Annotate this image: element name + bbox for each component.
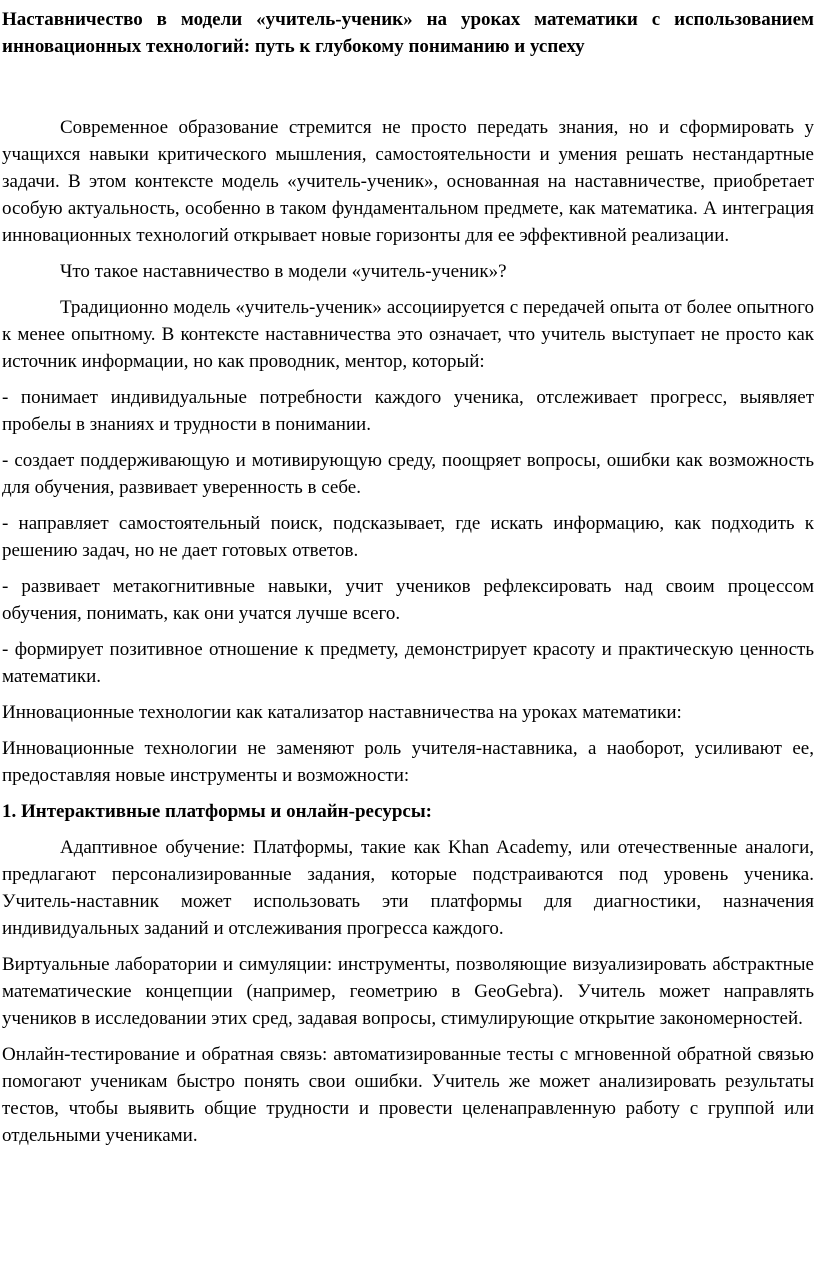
document-title: Наставничество в модели «учитель-ученик» на уроках математики с использованием инновационных технологий: путь к глубокому пониманию и успеху (2, 9, 814, 57)
list-item-attitude: - формирует позитивное отношение к предмету, демонстрирует красоту и практическую ценность математики. (2, 639, 814, 687)
list-item-needs: - понимает индивидуальные потребности каждого ученика, отслеживает прогресс, выявляет пробелы в знаниях и трудности в понимании. (2, 387, 814, 435)
paragraph-traditional-model: Традиционно модель «учитель-ученик» ассоциируется с передачей опыта от более опытного к менее опытному. В контексте наставничества это означает, что учитель выступает не просто как источник информации, но как проводник, ментор, который: (2, 297, 814, 372)
list-item-guidance: - направляет самостоятельный поиск, подсказывает, где искать информацию, как подходить к решению задач, но не дает готовых ответов. (2, 513, 814, 561)
paragraph-tech-role: Инновационные технологии не заменяют роль учителя-наставника, а наоборот, усиливают ее, предоставляя новые инструменты и возможности: (2, 738, 814, 786)
paragraph-intro: Современное образование стремится не просто передать знания, но и сформировать у учащихся навыки критического мышления, самостоятельности и умения решать нестандартные задачи. В этом контексте модель «учитель-ученик», основанная на наставничестве, приобретает особую актуальность, особенно в таком фундаментальном предмете, как математика. А интеграция инновационных технологий открывает новые горизонты для ее эффективной реализации. (2, 117, 814, 246)
paragraph-question: Что такое наставничество в модели «учитель-ученик»? (60, 261, 507, 282)
list-item-environment: - создает поддерживающую и мотивирующую среду, поощряет вопросы, ошибки как возможность для обучения, развивает уверенность в себе. (2, 450, 814, 498)
paragraph-virtual-labs: Виртуальные лаборатории и симуляции: инструменты, позволяющие визуализировать абстрактные математические концепции (например, геометрию в GeoGebra). Учитель может направлять учеников в исследовании этих сред, задавая вопросы, стимулирующие открытие закономерностей. (2, 954, 814, 1029)
paragraph-adaptive-learning: Адаптивное обучение: Платформы, такие как Khan Academy, или отечественные аналоги, предлагают персонализированные задания, которые подстраиваются под уровень ученика. Учитель-наставник может использовать эти платформы для диагностики, назначения индивидуальных заданий и отслеживания прогресса каждого. (2, 837, 814, 939)
list-item-metacognition: - развивает метакогнитивные навыки, учит учеников рефлексировать над своим процессом обучения, понимать, как они учатся лучше всего. (2, 576, 814, 624)
paragraph-online-testing: Онлайн-тестирование и обратная связь: автоматизированные тесты с мгновенной обратной связью помогают ученикам быстро понять свои ошибки. Учитель же может анализировать результаты тестов, чтобы выявить общие трудности и провести целенаправленную работу с группой или отдельными учениками. (2, 1044, 814, 1146)
paragraph-tech-catalyst: Инновационные технологии как катализатор наставничества на уроках математики: (2, 702, 682, 723)
section-heading-platforms: 1. Интерактивные платформы и онлайн-ресурсы: (2, 801, 433, 822)
